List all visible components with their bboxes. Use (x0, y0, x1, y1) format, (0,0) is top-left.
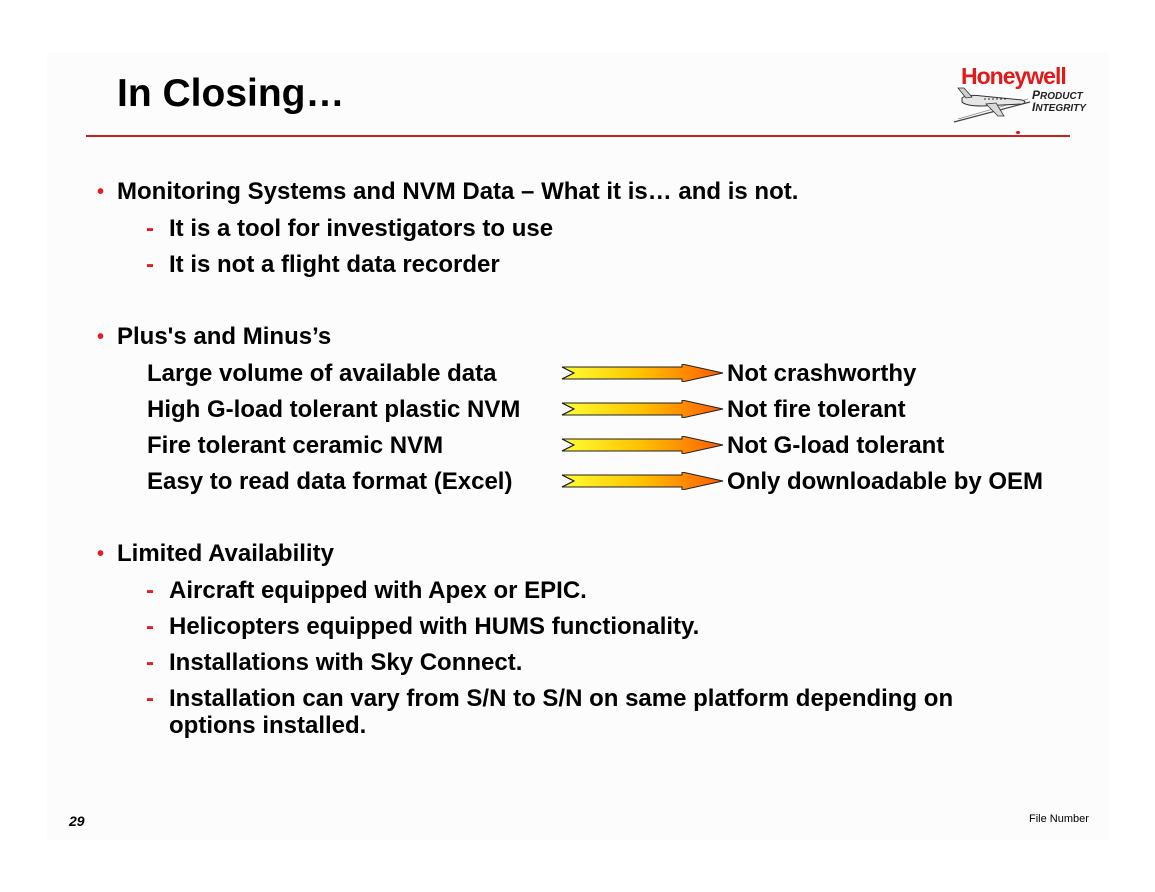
honeywell-logo (952, 62, 1097, 128)
logo-subtitle (1032, 90, 1086, 114)
sub-bullet-sky-connect: Installations with Sky Connect. (169, 649, 523, 676)
right-arrow-icon (560, 364, 725, 382)
dash-marker: - (146, 685, 154, 712)
dash-marker: - (146, 613, 154, 640)
file-number-label: File Number (1029, 813, 1089, 825)
sub-bullet-hums: Helicopters equipped with HUMS functionality. (169, 613, 700, 640)
sub-bullet-not-recorder: It is not a flight data recorder (169, 251, 500, 278)
bullet-monitoring-systems: Monitoring Systems and NVM Data – What it is… and is not. (117, 178, 799, 205)
divider-tick (1016, 131, 1020, 134)
plus-item: Fire tolerant ceramic NVM (147, 432, 444, 459)
bullet-marker: • (97, 543, 105, 565)
logo-subtitle-line2: INTEGRITY (1032, 100, 1086, 114)
minus-item: Not G-load tolerant (727, 432, 945, 459)
bullet-plus-minus: Plus's and Minus’s (117, 323, 332, 350)
bullet-marker: • (97, 181, 105, 203)
logo-subtitle-line1: PRODUCT (1032, 88, 1083, 102)
sub-bullet-installation-varies: Installation can vary from S/N to S/N on same platform depending on (169, 685, 954, 712)
title-divider (86, 135, 1070, 137)
dash-marker: - (146, 251, 154, 278)
bullet-limited-availability: Limited Availability (117, 540, 334, 567)
slide-title: In Closing… (117, 72, 345, 115)
plus-item: Large volume of available data (147, 360, 497, 387)
right-arrow-icon (560, 436, 725, 454)
logo-wordmark: Honeywell (961, 63, 1066, 89)
sub-bullet-installation-varies-cont: options installed. (169, 712, 367, 739)
dash-marker: - (146, 577, 154, 604)
bullet-marker: • (97, 326, 105, 348)
minus-item: Not fire tolerant (727, 396, 906, 423)
page-number: 29 (69, 813, 85, 829)
sub-bullet-tool: It is a tool for investigators to use (169, 215, 554, 242)
right-arrow-icon (560, 472, 725, 490)
dash-marker: - (146, 215, 154, 242)
plus-item: High G-load tolerant plastic NVM (147, 396, 521, 423)
dash-marker: - (146, 649, 154, 676)
right-arrow-icon (560, 400, 725, 418)
sub-bullet-apex-epic: Aircraft equipped with Apex or EPIC. (169, 577, 587, 604)
plus-item: Easy to read data format (Excel) (147, 468, 513, 495)
minus-item: Only downloadable by OEM (727, 468, 1044, 495)
minus-item: Not crashworthy (727, 360, 917, 387)
